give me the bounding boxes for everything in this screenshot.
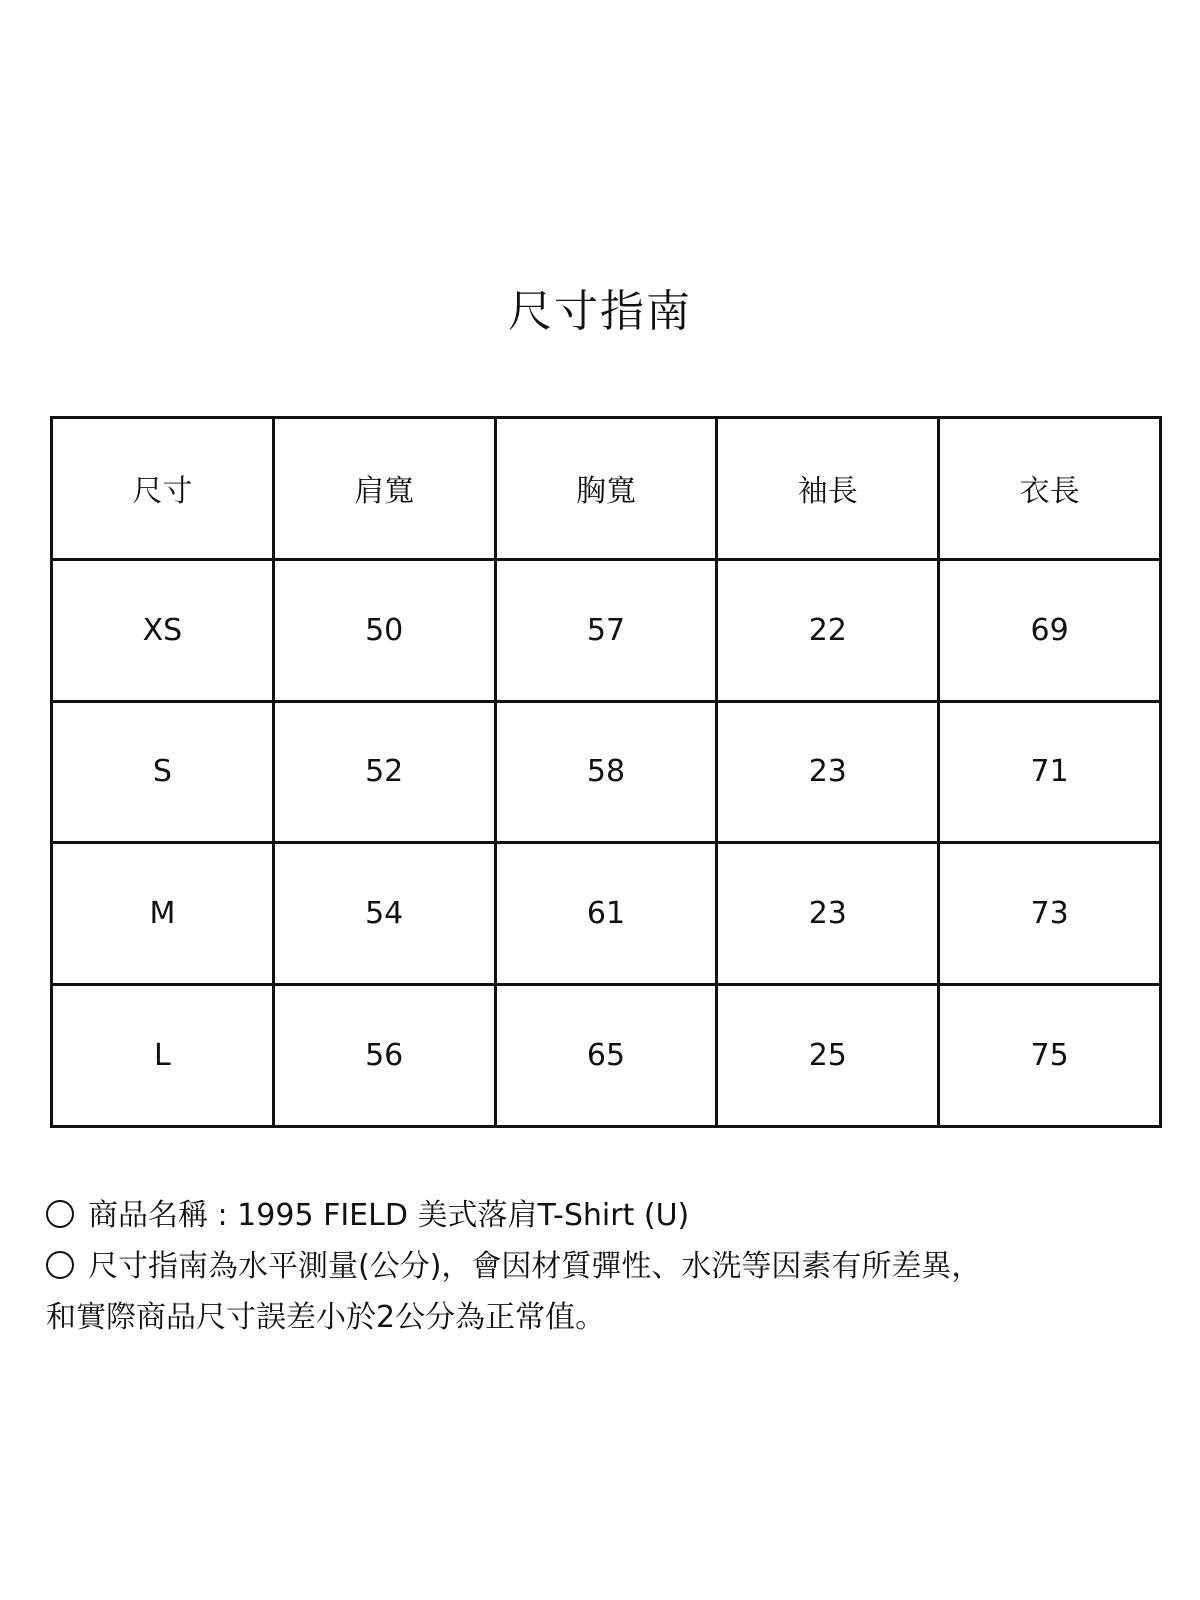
header-body-length: 衣長 [939,418,1161,560]
circle-icon [46,1200,74,1228]
note-measurement [46,1241,1156,1292]
table-row [52,843,1161,985]
table-row [52,701,1161,843]
note-text: 尺寸指南為水平測量(公分)，會因材質彈性、水洗等因素有所差異， [88,1249,982,1284]
table-cell: 23 [717,843,939,985]
table-cell: 22 [717,559,939,701]
note-text: 商品名稱 : 1995 FIELD 美式落肩T-Shirt (U) [88,1198,690,1233]
table-cell: 65 [495,985,717,1127]
table-cell: 57 [495,559,717,701]
table-cell: M [52,843,274,985]
table-cell: 23 [717,701,939,843]
note-text: 和實際商品尺寸誤差小於2公分為正常值。 [46,1300,606,1335]
table-cell: S [52,701,274,843]
circle-icon [46,1251,74,1279]
table-cell: 54 [273,843,495,985]
header-sleeve-length: 袖長 [717,418,939,560]
note-tolerance [46,1292,1156,1343]
table-header-row [52,418,1161,560]
table-cell: 50 [273,559,495,701]
note-product-name [46,1190,1156,1241]
header-chest-width: 胸寬 [495,418,717,560]
notes-section [46,1190,1156,1343]
table-row [52,559,1161,701]
table-cell: 25 [717,985,939,1127]
table-row [52,985,1161,1127]
header-size: 尺寸 [52,418,274,560]
table-cell: 52 [273,701,495,843]
table-cell: 56 [273,985,495,1127]
page-title: 尺寸指南 [508,286,692,337]
table-cell: 58 [495,701,717,843]
header-shoulder-width: 肩寬 [273,418,495,560]
table-cell: 69 [939,559,1161,701]
table-cell: L [52,985,274,1127]
table-cell: 71 [939,701,1161,843]
table-cell: 75 [939,985,1161,1127]
table-cell: XS [52,559,274,701]
table-cell: 61 [495,843,717,985]
table-cell: 73 [939,843,1161,985]
size-chart-table [50,416,1162,1128]
